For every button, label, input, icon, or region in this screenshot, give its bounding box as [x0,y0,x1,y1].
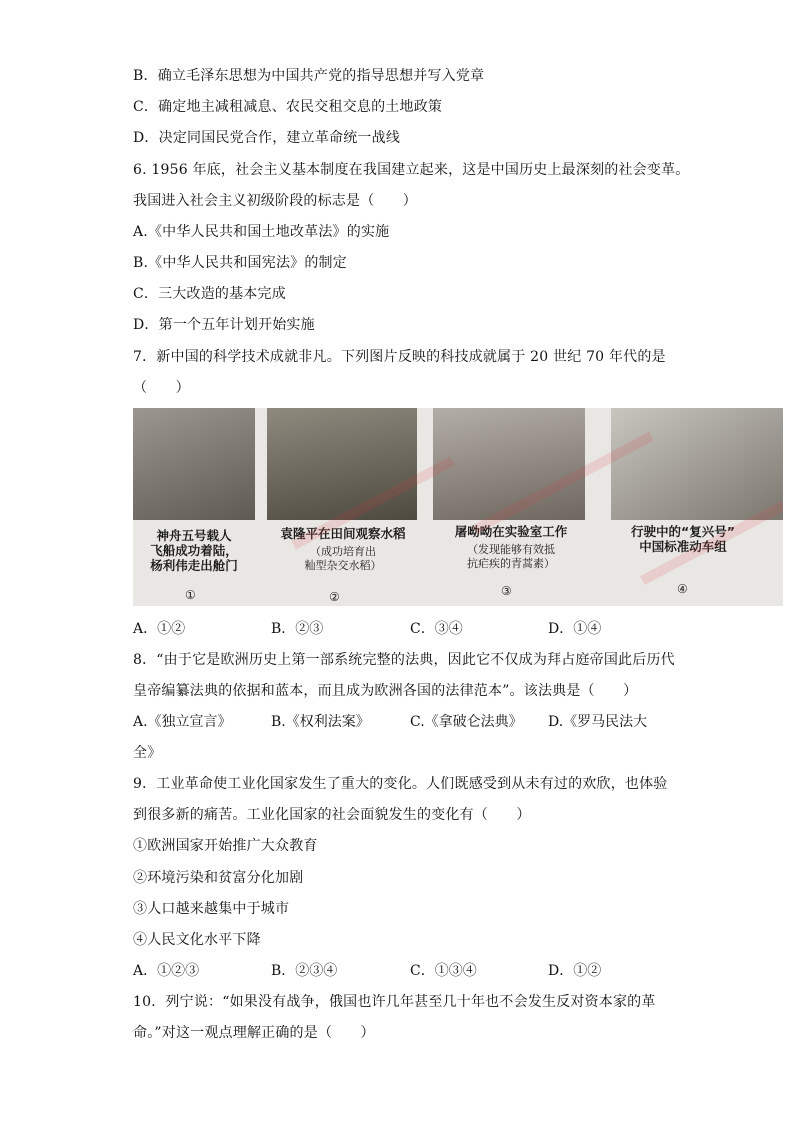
panel-2-title-1: 袁隆平在田间观察水稻 [280,526,406,541]
q8-option-d-continued: 全》 [133,745,162,761]
panel-3-sub-2: 抗疟疾的青蒿素） [467,557,555,570]
question-9-line2: 到很多新的痛苦。工业化国家的社会面貌发生的变化有（ ） [133,807,531,823]
q7-option-b: B．②③ [271,621,324,637]
panel-4-title-1: 行驶中的“复兴号” [631,524,735,539]
option-d-line: D．决定同国民党合作，建立革命统一战线 [133,130,401,146]
q6-option-b: B.《中华人民共和国宪法》的制定 [133,255,347,271]
question-7-photo-figure [133,408,783,606]
panel-2-sub-1: （成功培育出 [310,545,376,558]
q6-option-d: D．第一个五年计划开始实施 [133,317,315,333]
q9-item-1: ①欧洲国家开始推广大众教育 [133,838,318,854]
photo-tu-youyou [433,408,585,520]
q7-option-d: D．①④ [548,621,602,637]
q9-option-d: D．①② [548,963,602,979]
question-9-line1: 9．工业革命使工业化国家发生了重大的变化。人们既感受到从未有过的欢欣，也体验 [133,776,668,792]
panel-4-title-2: 中国标准动车组 [639,539,727,554]
q8-option-c: C.《拿破仑法典》 [410,714,523,730]
q8-option-d: D.《罗马民法大 [548,714,648,730]
panel-1-title-3: 杨利伟走出舱门 [150,558,238,573]
panel-1-title-1: 神舟五号载人 [156,528,232,543]
q8-option-a: A.《独立宣言》 [133,714,232,730]
question-8-line1: 8．“由于它是欧洲历史上第一部系统完整的法典，因此它不仅成为拜占庭帝国此后历代 [133,652,675,668]
question-7-line2: （ ） [133,380,190,396]
panel-2-caption [253,526,433,573]
panel-3-number: ③ [501,584,512,598]
panel-2-sub-2: 籼型杂交水稻） [304,559,382,572]
question-7-line1: 7．新中国的科学技术成就非凡。下列图片反映的科技成就属于 20 世纪 70 年代的是 [133,349,666,365]
question-6-line1: 6. 1956 年底，社会主义基本制度在我国建立起来，这是中国历史上最深刻的社会变革。 [133,162,690,178]
q9-item-4: ④人民文化水平下降 [133,932,261,948]
photo-yuan-longping [267,408,417,520]
photo-fuxing-train [611,408,783,520]
q7-option-c: C．③④ [410,621,463,637]
panel-3-caption [431,524,591,571]
panel-1-number: ① [185,588,196,602]
panel-4-number: ④ [677,582,688,596]
panel-1-title-2: 飞船成功着陆， [150,543,238,558]
q7-option-a: A．①② [133,621,186,637]
question-10-line1: 10．列宁说：“如果没有战争，俄国也许几年甚至几十年也不会发生反对资本家的革 [133,994,656,1010]
panel-3-sub-1: （发现能够有效抵 [467,543,555,556]
question-8-line2: 皇帝编纂法典的依据和蓝本，而且成为欧洲各国的法律范本”。该法典是（ ） [133,683,638,699]
q9-option-a: A．①②③ [133,963,200,979]
q6-option-c: C．三大改造的基本完成 [133,286,286,302]
option-c-line: C．确定地主减租减息、农民交租交息的土地政策 [133,99,443,115]
question-6-line2: 我国进入社会主义初级阶段的标志是（ ） [133,193,417,209]
q9-item-3: ③人口越来越集中于城市 [133,901,290,917]
q9-item-2: ②环境污染和贫富分化加剧 [133,870,304,886]
panel-1-caption [133,528,255,573]
question-10-line2: 命。”对这一观点理解正确的是（ ） [133,1025,375,1041]
panel-2-number: ② [329,590,340,604]
q9-option-b: B．②③④ [271,963,338,979]
q6-option-a: A.《中华人民共和国土地改革法》的实施 [133,224,390,240]
option-b-line: B．确立毛泽东思想为中国共产党的指导思想并写入党章 [133,68,485,84]
photo-shenzhou [133,408,255,520]
q8-option-b: B.《权利法案》 [271,714,370,730]
q9-option-c: C．①③④ [410,963,477,979]
panel-3-title-1: 屠呦呦在实验室工作 [454,524,568,539]
